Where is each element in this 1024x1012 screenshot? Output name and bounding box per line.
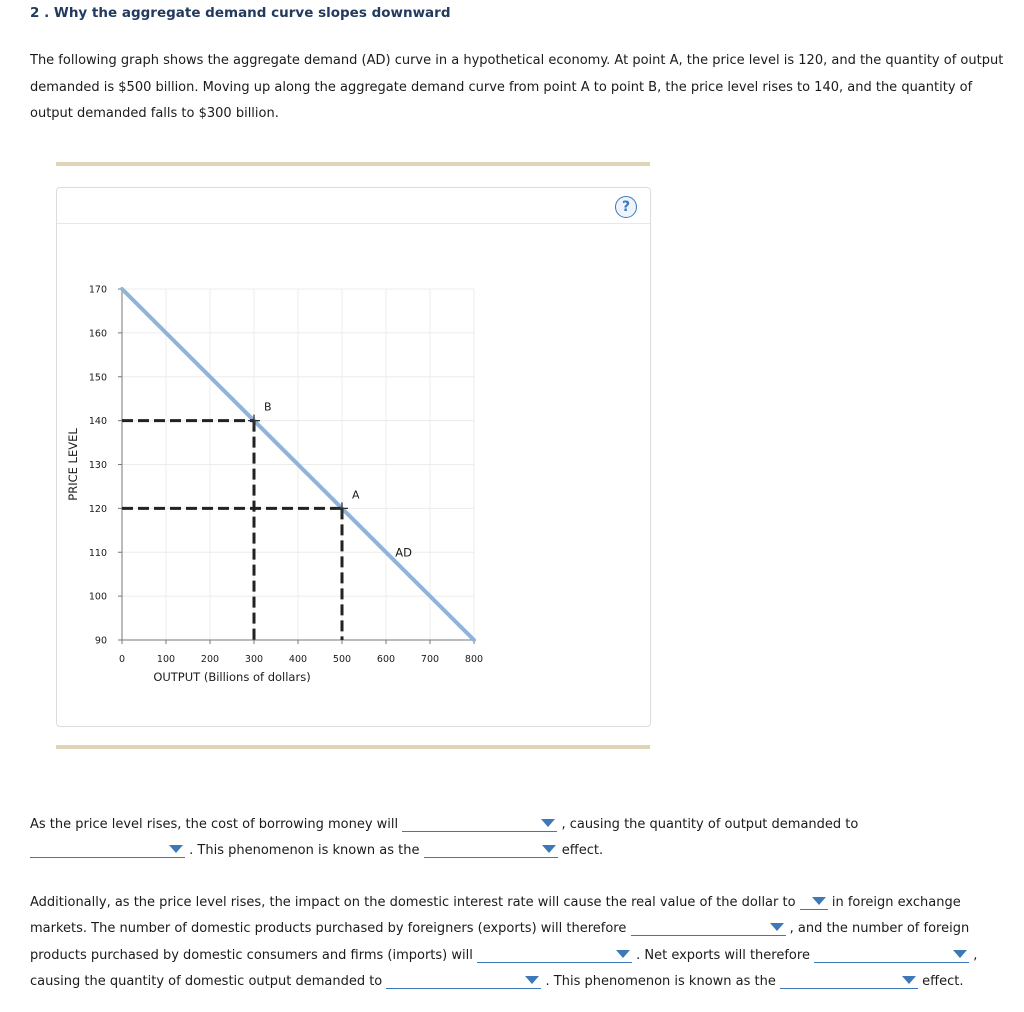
para2-text-5: products purchased by domestic consumers and firms (imports) will (30, 947, 473, 963)
para2-text-7: , (973, 947, 978, 963)
para2-line-1 (30, 890, 977, 916)
ad-curve-label: AD (395, 545, 412, 560)
para2-text-4: , and the number of foreign (789, 921, 970, 937)
para2-text-9: . This phenomenon is known as the (545, 973, 776, 989)
exports-dropdown[interactable] (631, 918, 786, 936)
divider-bottom (56, 745, 650, 749)
divider-top (56, 162, 650, 166)
chevron-down-icon (541, 819, 555, 827)
effect-name-dropdown[interactable] (424, 840, 558, 858)
para2-line-4 (30, 969, 977, 995)
y-tick-label: 110 (88, 547, 107, 559)
para2-text-1: Additionally, as the price level rises, the impact on the domestic interest rate will cause the real value of the dollar to (30, 895, 796, 910)
para1-text-2: , causing the quantity of output demanded to (561, 817, 859, 832)
graph-panel[interactable] (56, 187, 651, 727)
x-axis-title: OUTPUT (Billions of dollars) (153, 670, 311, 684)
chevron-down-icon (542, 845, 556, 853)
x-tick-label: 700 (420, 654, 440, 665)
chevron-down-icon (169, 845, 183, 853)
y-tick-label: 170 (88, 284, 107, 296)
y-tick-label: 100 (88, 591, 107, 603)
para1-text-3: . This phenomenon is known as the (189, 843, 420, 859)
question-title: 2 . Why the aggregate demand curve slopes downward (30, 5, 451, 21)
effect-name-2-dropdown[interactable] (780, 971, 918, 989)
para1-line-2 (30, 838, 858, 864)
chevron-down-icon (812, 897, 826, 905)
para1-line-1 (30, 812, 858, 838)
y-tick-label: 160 (88, 328, 107, 340)
y-tick-label: 130 (88, 460, 107, 471)
ad-chart (57, 188, 650, 726)
para1-text-1: As the price level rises, the cost of borrowing money will (30, 817, 399, 832)
y-tick-label: 150 (88, 372, 107, 384)
chevron-down-icon (616, 950, 630, 958)
chevron-down-icon (902, 976, 916, 984)
para2-text-2: in foreign exchange (831, 895, 961, 910)
domestic-output-dropdown[interactable] (386, 971, 541, 989)
question-intro (30, 48, 1022, 128)
para2-text-3: markets. The number of domestic products purchased by foreigners (exports) will therefore (30, 921, 627, 937)
intro-line-1: The following graph shows the aggregate demand (AD) curve in a hypothetical economy. At point A, the price level is 120, and the quantity of output (30, 53, 1004, 68)
point-label-a: A (352, 488, 360, 502)
paragraph-exchange-rate (30, 890, 977, 995)
paragraph-interest-rate (30, 812, 858, 865)
para2-text-6: . Net exports will therefore (636, 947, 810, 963)
x-tick-label: 200 (200, 654, 220, 665)
help-icon[interactable]: ? (615, 196, 637, 218)
output-demanded-dropdown[interactable] (30, 840, 185, 858)
imports-dropdown[interactable] (477, 945, 632, 963)
point-label-b: B (264, 400, 272, 414)
para2-line-2 (30, 916, 977, 942)
x-tick-label: 500 (332, 654, 352, 665)
x-tick-label: 400 (288, 654, 308, 665)
para2-text-10: effect. (922, 973, 964, 989)
x-tick-label: 300 (244, 654, 264, 665)
y-tick-label: 90 (94, 635, 107, 647)
para2-text-8: causing the quantity of domestic output demanded to (30, 973, 383, 989)
y-tick-label: 140 (88, 416, 107, 428)
intro-line-2: demanded is $500 billion. Moving up along the aggregate demand curve from point A to point B, the price level rises to 140, and the quantity of (30, 79, 973, 95)
dollar-value-dropdown[interactable] (800, 892, 828, 910)
borrowing-cost-dropdown[interactable] (402, 814, 557, 832)
x-tick-label: 600 (376, 654, 396, 665)
chevron-down-icon (525, 976, 539, 984)
y-axis-title: PRICE LEVEL (66, 428, 80, 501)
net-exports-dropdown[interactable] (814, 945, 969, 963)
chevron-down-icon (770, 923, 784, 931)
chevron-down-icon (953, 950, 967, 958)
x-tick-label: 100 (156, 654, 176, 665)
intro-line-3: output demanded falls to $300 billion. (30, 106, 279, 121)
para1-text-4: effect. (561, 843, 604, 859)
y-tick-label: 120 (88, 503, 107, 515)
x-tick-label: 800 (464, 654, 484, 665)
x-tick-label: 0 (118, 654, 126, 665)
para2-line-3 (30, 943, 977, 969)
